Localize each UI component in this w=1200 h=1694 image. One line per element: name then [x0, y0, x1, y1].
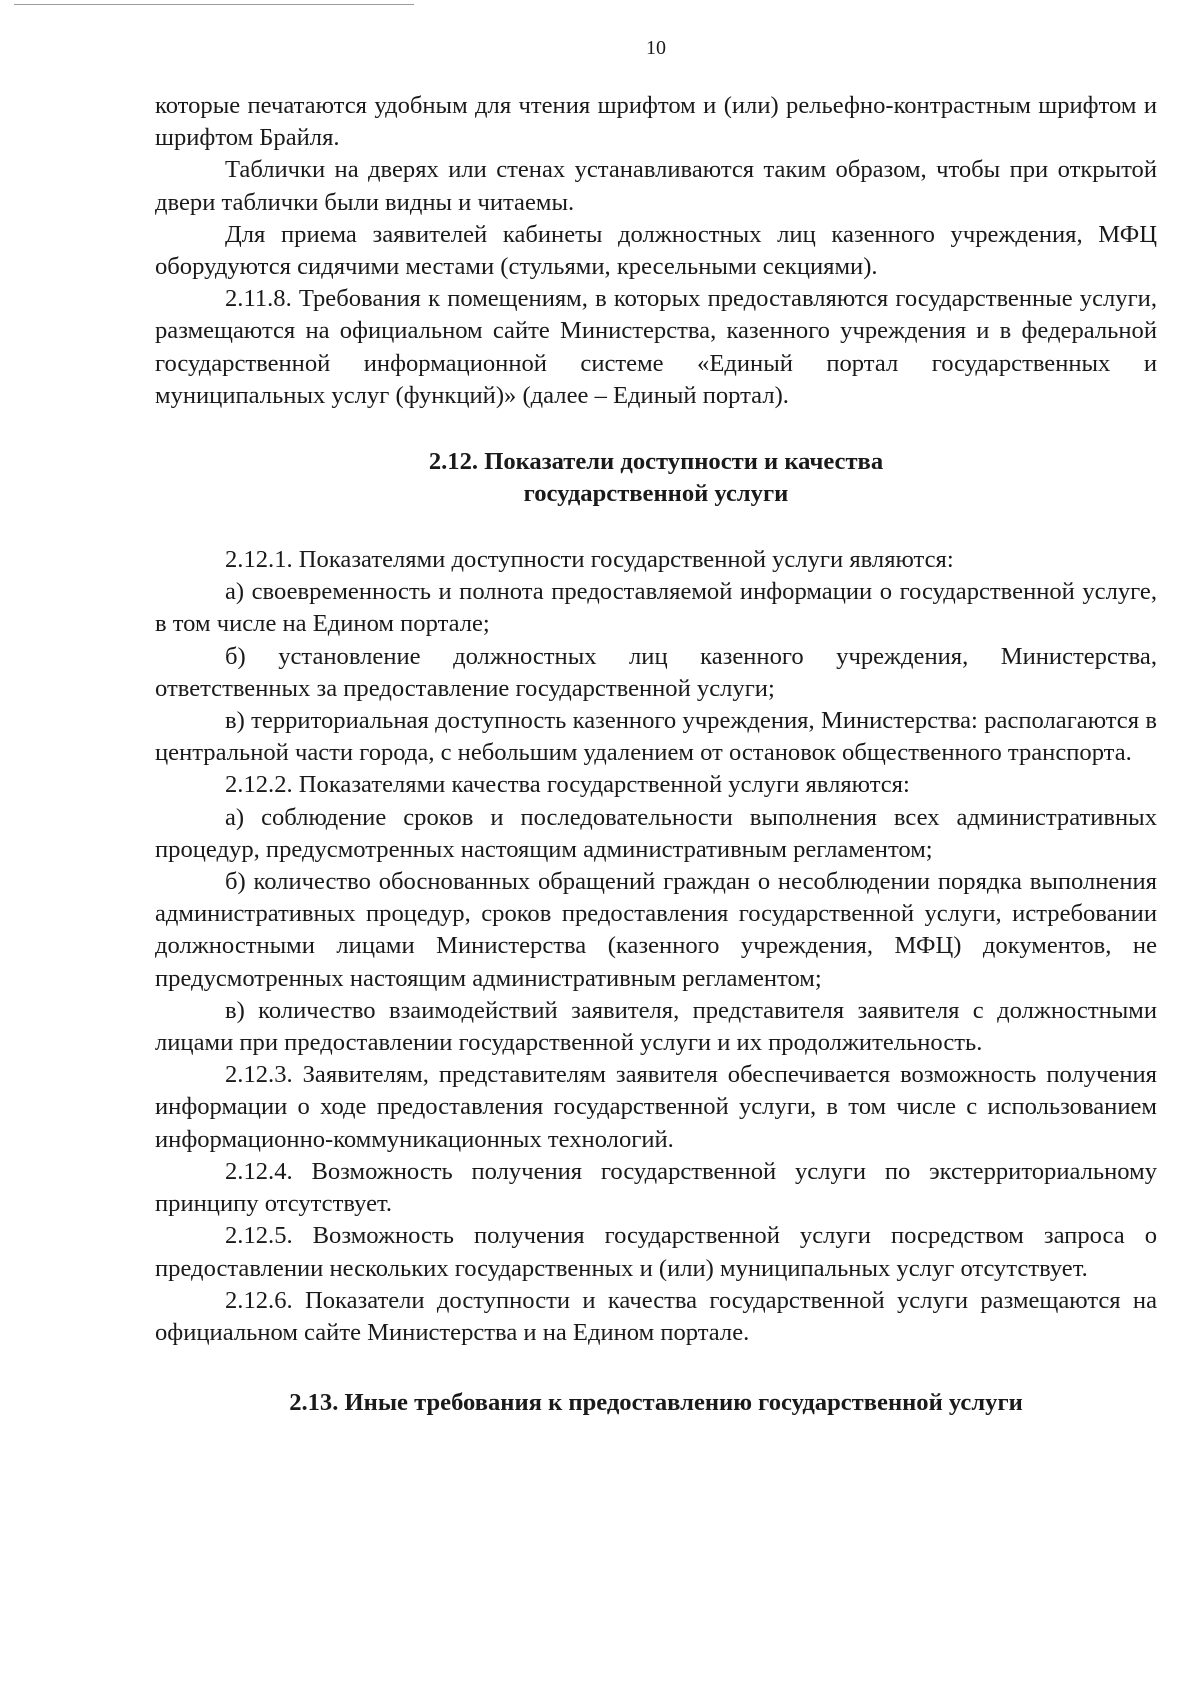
page-number: 10: [646, 37, 666, 59]
paragraph: а) своевременность и полнота предоставляемой информации о государственной услуге, в том числе на Едином портале;: [155, 578, 1157, 638]
paragraph: а) соблюдение сроков и последовательности выполнения всех административных процедур, предусмотренных настоящим административным регламентом;: [155, 803, 1157, 863]
section-heading-2-12: [155, 446, 1157, 510]
paragraph: 2.12.1. Показателями доступности государственной услуги являются:: [225, 546, 954, 574]
document-body: [155, 90, 1157, 1419]
section-heading-line: государственной услуги: [523, 480, 789, 508]
document-page: [155, 36, 1157, 1419]
paragraph: 2.12.3. Заявителям, представителям заявителя обеспечивается возможность получения информации о ходе предоставления государственной услуги, в том числе с использованием информационно-коммуникационных технологий.: [155, 1061, 1157, 1153]
paragraph: в) количество взаимодействий заявителя, представителя заявителя с должностными лицами при предоставлении государственной услуги и их продолжительность.: [155, 996, 1157, 1057]
scan-top-rule: [14, 4, 414, 5]
paragraph: Для приема заявителей кабинеты должностных лиц казенного учреждения, МФЦ оборудуются сидячими местами (стульями, кресельными секциями).: [155, 220, 1157, 281]
paragraph: в) территориальная доступность казенного учреждения, Министерства: располагаются в центральной части города, с небольшим удалением от остановок общественного транспорта.: [155, 707, 1157, 767]
paragraph: б) установление должностных лиц казенного учреждения, Министерства, ответственных за предоставление государственной услуги;: [155, 642, 1157, 702]
paragraph: Таблички на дверях или стенах устанавливаются таким образом, чтобы при открытой двери таблички были видны и читаемы.: [155, 156, 1157, 216]
paragraph: 2.12.2. Показателями качества государственной услуги являются:: [225, 771, 910, 799]
paragraph: 2.12.6. Показатели доступности и качества государственной услуги размещаются на официальном сайте Министерства и на Едином портале.: [155, 1286, 1157, 1346]
paragraph: 2.12.5. Возможность получения государственной услуги посредством запроса о предоставлении нескольких государственных и (или) муниципальных услуг отсутствует.: [155, 1222, 1157, 1282]
paragraph: б) количество обоснованных обращений граждан о несоблюдении порядка выполнения административных процедур, сроков предоставления государственной услуги, истребовании должностными лицами Министерства (казенного учреждения, МФЦ) документов, не предусмотренных настоящим административным регламентом;: [155, 868, 1157, 992]
section-heading-2-13: 2.13. Иные требования к предоставлению государственной услуги: [289, 1389, 1023, 1417]
section-heading-line: 2.12. Показатели доступности и качества: [428, 448, 884, 476]
paragraph: которые печатаются удобным для чтения шрифтом и (или) рельефно-контрастным шрифтом и шрифтом Брайля.: [155, 92, 1157, 152]
paragraph: 2.11.8. Требования к помещениям, в которых предоставляются государственные услуги, размещаются на официальном сайте Министерства, казенного учреждения и в федеральной государственной информационной системе «Единый портал государственных и муниципальных услуг (функций)» (далее – Единый портал).: [155, 285, 1157, 409]
paragraph: 2.12.4. Возможность получения государственной услуги по экстерриториальному принципу отсутствует.: [155, 1157, 1157, 1218]
